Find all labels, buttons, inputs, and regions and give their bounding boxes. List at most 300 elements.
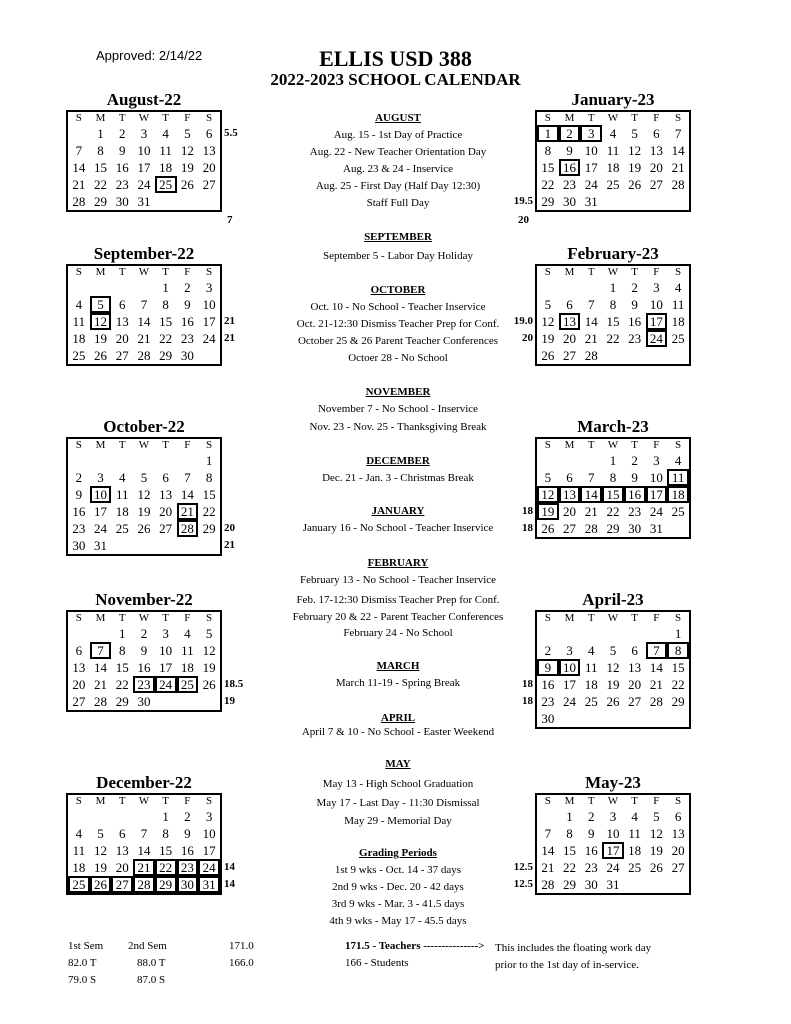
day-cell: 11 [159,143,172,158]
day-cell: 30 [628,521,642,536]
weekday-label: T [587,266,595,278]
day-cell: 21 [584,504,598,519]
day-cell: 25 [628,860,642,875]
day-cell: 7 [674,126,682,141]
weekday-label: M [95,612,106,624]
event-heading: DECEMBER [366,455,430,467]
weekday-label: S [544,795,551,807]
day-cell: 16 [72,504,86,519]
day-cell: 29 [115,694,129,709]
week-count: 18 [522,505,533,517]
day-cell: 14 [137,843,151,858]
weekday-label: W [138,112,150,124]
day-cell: 23 [180,331,194,346]
weekday-label: T [162,112,170,124]
day-cell: 30 [72,538,86,553]
event-item: Staff Full Day [366,197,430,209]
day-cell: 11 [667,469,689,486]
day-cell: 1 [566,809,573,824]
weekday-label: T [162,439,170,451]
week-count: 20 [522,332,533,344]
day-cell: 12 [537,486,559,503]
floating-day-note: This includes the floating work day prior to the 1st day of in-service. [495,942,652,971]
weekday-label: S [206,266,213,278]
weekday-label: T [118,795,126,807]
day-cell: 16 [628,314,642,329]
day-cell: 18 [606,160,620,175]
week-count: 19.5 [513,195,533,207]
day-cell: 28 [649,694,663,709]
day-cell: 13 [628,660,642,675]
day-cell: 18 [115,504,129,519]
weekday-label: M [95,266,106,278]
day-cell: 4 [162,126,169,141]
week-count: 21 [224,332,235,344]
day-cell: 11 [115,487,129,502]
month-title-aug: August-22 [106,90,182,109]
event-item: Oct. 10 - No School - Teacher Inservice [310,301,486,313]
day-cell: 26 [628,177,642,192]
day-cell: 29 [606,521,620,536]
day-cell: 14 [584,314,598,329]
calendar-apr [535,610,691,729]
event-item: February 20 & 22 - Parent Teacher Conferences [292,611,504,623]
day-cell: 10 [90,486,112,503]
day-cell: 8 [544,143,552,158]
calendar-mar [535,437,691,539]
day-cell: 21 [177,503,199,520]
day-cell: 9 [566,143,573,158]
weekday-label: F [184,112,191,124]
day-cell: 29 [563,877,577,892]
sem1-student-days: 79.0 S [68,974,97,986]
day-cell: 5 [97,826,104,841]
weekday-label: W [607,439,619,451]
weekday-label: W [138,612,150,624]
day-cell: 1 [609,280,617,295]
day-cell: 15 [602,486,624,503]
day-cell: 21 [584,331,598,346]
day-cell: 26 [90,876,112,893]
day-cell: 13 [649,143,663,158]
day-cell: 25 [155,176,177,193]
weekday-label: S [675,795,682,807]
day-cell: 28 [133,876,155,893]
day-cell: 23 [72,521,86,536]
day-cell: 5 [205,626,213,641]
day-cell: 10 [584,143,598,158]
day-cell: 13 [115,314,129,329]
event-heading: AUGUST [375,112,421,124]
day-cell: 24 [563,694,577,709]
day-cell: 15 [671,660,685,675]
day-cell: 18 [671,314,685,329]
weekday-label: S [75,612,82,624]
day-cell: 8 [205,470,213,485]
day-cell: 27 [628,694,642,709]
weekday-label: T [631,612,639,624]
day-cell: 25 [72,348,86,363]
weekday-label: F [653,795,660,807]
day-cell: 13 [72,660,86,675]
weekday-label: S [675,112,682,124]
calendar-feb [535,264,691,366]
calendar-dec [66,793,222,895]
day-cell: 6 [119,297,126,312]
day-cell: 19 [137,504,151,519]
day-cell: 22 [202,504,216,519]
weekday-label: T [587,795,595,807]
day-cell: 23 [628,331,642,346]
day-cell: 20 [563,331,577,346]
day-cell: 31 [137,194,151,209]
week-count: 19.0 [513,315,533,327]
event-item: November 7 - No School - Inservice [317,403,479,415]
day-cell: 25 [115,521,129,536]
weekday-label: T [631,112,639,124]
day-cell: 17 [584,160,598,175]
day-cell: 5 [631,126,638,141]
day-cell: 18 [72,860,86,875]
day-cell: 22 [115,677,129,692]
day-cell: 26 [202,677,216,692]
week-count: 19 [224,695,235,707]
day-cell: 19 [541,331,555,346]
day-cell: 17 [646,486,668,503]
event-heading: FEBRUARY [367,557,429,569]
day-cell: 26 [180,177,194,192]
month-title-feb: February-23 [567,244,659,263]
day-cell: 20 [115,331,129,346]
day-cell: 23 [563,177,577,192]
event-heading: NOVEMBER [365,386,431,398]
day-cell: 17 [602,842,624,859]
weekday-label: S [544,612,551,624]
day-cell: 12 [94,843,108,858]
teachers-total: 171.5 - Teachers ---------------> [345,940,485,952]
event-heading: Grading Periods [359,847,437,859]
day-cell: 14 [671,143,685,158]
day-cell: 5 [90,296,112,313]
approval-date: Approved: 2/14/22 [96,48,203,63]
weekday-label: T [587,112,595,124]
day-cell: 2 [140,626,148,641]
week-count: 18 [522,678,533,690]
sem1-label: 1st Sem [68,940,104,952]
event-item: March 11-19 - Spring Break [335,677,461,689]
day-cell: 2 [544,643,552,658]
event-item: Nov. 23 - Nov. 25 - Thanksgiving Break [309,421,487,433]
day-cell: 21 [671,160,685,175]
day-cell: 30 [177,876,199,893]
day-cell: 4 [184,626,191,641]
day-cell: 16 [559,159,581,176]
day-cell: 24 [646,330,668,347]
weekday-label: T [162,266,170,278]
day-cell: 17 [94,504,108,519]
day-cell: 3 [653,280,660,295]
day-cell: 13 [671,826,685,841]
event-item: Aug. 23 & 24 - Inservice [343,163,453,175]
weekday-label: T [118,439,126,451]
day-cell: 12 [202,643,216,658]
weekday-label: T [631,795,639,807]
day-cell: 17 [563,677,577,692]
day-cell: 23 [177,859,199,876]
calendar-jan [535,110,691,212]
day-cell: 5 [140,470,148,485]
day-cell: 31 [649,521,663,536]
weekday-label: W [138,795,150,807]
day-cell: 13 [159,487,173,502]
weekday-label: S [675,612,682,624]
day-cell: 25 [68,876,90,893]
day-cell: 2 [184,809,191,824]
day-cell: 1 [119,626,126,641]
weekday-label: S [544,266,551,278]
day-cell: 17 [646,313,668,330]
day-cell: 13 [115,843,129,858]
weekday-label: S [675,439,682,451]
day-cell: 13 [559,486,581,503]
day-cell: 4 [674,280,682,295]
day-cell: 18 [667,486,689,503]
day-cell: 5 [184,126,191,141]
day-cell: 29 [541,194,555,209]
day-cell: 4 [631,809,638,824]
day-cell: 24 [202,331,216,346]
day-cell: 2 [588,809,595,824]
day-cell: 10 [649,297,663,312]
day-cell: 11 [72,314,86,329]
weekday-label: T [587,612,595,624]
month-title-jan: January-23 [571,90,655,109]
calendar-sep [66,264,222,366]
day-cell: 4 [119,470,126,485]
month-title-nov: November-22 [95,590,193,609]
day-cell: 15 [115,660,129,675]
day-cell: 21 [94,677,108,692]
day-cell: 4 [609,126,617,141]
event-item: May 29 - Memorial Day [344,815,452,827]
day-cell: 20 [671,843,685,858]
day-cell: 20 [72,677,86,692]
week-count: 20 [224,522,235,534]
day-cell: 17 [202,843,216,858]
week-count: 18 [522,695,533,707]
day-cell: 6 [653,126,660,141]
event-heading: JANUARY [371,505,425,517]
day-cell: 2 [119,126,126,141]
event-item: May 13 - High School Graduation [322,778,474,790]
sem2-teacher-days: 88.0 T [137,957,166,969]
day-cell: 25 [671,331,685,346]
day-cell: 20 [159,504,173,519]
weekday-label: T [118,266,126,278]
weekday-label: W [607,612,619,624]
day-cell: 6 [674,809,682,824]
weekday-label: M [564,439,575,451]
weekday-label: S [544,112,551,124]
event-item: 4th 9 wks - May 17 - 45.5 days [329,915,467,927]
day-cell: 26 [94,348,108,363]
event-item: Aug. 25 - First Day (Half Day 12:30) [315,180,481,192]
day-cell: 18 [584,677,598,692]
day-cell: 8 [97,143,104,158]
day-cell: 9 [588,826,595,841]
day-cell: 6 [566,297,573,312]
event-heading: OCTOBER [370,284,426,296]
day-cell: 29 [202,521,216,536]
month-title-apr: April-23 [582,590,644,609]
day-cell: 21 [541,860,555,875]
total-student-days: 166.0 [229,957,254,969]
day-cell: 24 [649,504,663,519]
day-cell: 6 [75,643,83,658]
day-cell: 7 [90,642,112,659]
day-cell: 12 [90,313,112,330]
week-count: 5.5 [224,127,238,139]
day-cell: 12 [606,660,620,675]
day-cell: 30 [180,348,194,363]
day-cell: 20 [202,160,216,175]
day-cell: 1 [609,453,617,468]
day-cell: 10 [159,643,173,658]
day-cell: 6 [119,826,126,841]
weekday-label: S [206,112,213,124]
event-heading: MAY [385,758,411,770]
day-cell: 29 [155,876,177,893]
weekday-label: M [564,112,575,124]
day-cell: 13 [202,143,216,158]
day-cell: 20 [628,677,642,692]
day-cell: 30 [541,711,555,726]
day-cell: 20 [115,860,129,875]
day-cell: 10 [202,297,216,312]
day-cell: 7 [75,143,83,158]
weekday-label: W [138,439,150,451]
event-item: April 7 & 10 - No School - Easter Weekend [301,726,495,738]
weekday-label: F [184,439,191,451]
day-cell: 17 [159,660,173,675]
day-cell: 18 [180,660,194,675]
day-cell: 12 [137,487,151,502]
day-cell: 8 [667,642,689,659]
day-cell: 29 [159,348,173,363]
day-cell: 28 [584,348,598,363]
weekday-label: F [653,112,660,124]
day-cell: 21 [649,677,663,692]
day-cell: 29 [671,694,685,709]
weekday-label: F [653,266,660,278]
event-item: 2nd 9 wks - Dec. 20 - 42 days [332,881,464,893]
day-cell: 25 [671,504,685,519]
day-cell: 2 [559,125,581,142]
weekday-label: T [587,439,595,451]
day-cell: 16 [541,677,555,692]
day-cell: 7 [140,297,148,312]
day-cell: 27 [111,876,133,893]
day-cell: 27 [671,860,685,875]
calendar-aug [66,110,222,212]
weekday-label: S [75,266,82,278]
day-cell: 15 [94,160,108,175]
weekday-label: T [162,795,170,807]
day-cell: 25 [177,676,199,693]
day-cell: 30 [115,194,129,209]
day-cell: 26 [541,521,555,536]
day-cell: 14 [94,660,108,675]
day-cell: 18 [159,160,173,175]
day-cell: 5 [609,643,617,658]
day-cell: 31 [94,538,108,553]
day-cell: 28 [541,877,555,892]
day-cell: 16 [180,843,194,858]
day-cell: 1 [97,126,104,141]
day-cell: 27 [159,521,173,536]
event-heading: APRIL [380,712,416,724]
day-cell: 30 [563,194,577,209]
day-cell: 14 [180,487,194,502]
day-cell: 19 [94,860,108,875]
day-cell: 22 [606,504,620,519]
day-cell: 4 [75,826,83,841]
day-cell: 3 [205,280,213,295]
day-cell: 1 [205,453,213,468]
day-cell: 16 [584,843,598,858]
month-title-dec: December-22 [96,773,192,792]
day-cell: 28 [137,348,151,363]
event-item: February 24 - No School [343,627,453,639]
day-cell: 13 [559,313,581,330]
day-cell: 19 [180,160,194,175]
weekday-label: M [95,439,106,451]
day-cell: 11 [628,826,641,841]
weekday-label: T [631,266,639,278]
day-cell: 14 [72,160,86,175]
weekday-label: F [653,439,660,451]
weekday-label: S [206,439,213,451]
day-cell: 27 [115,348,129,363]
event-item: October 25 & 26 Parent Teacher Conferences [297,335,498,347]
day-cell: 15 [159,843,173,858]
sem2-label: 2nd Sem [128,940,167,952]
day-cell: 1 [674,626,682,641]
weekday-label: T [118,112,126,124]
day-cell: 23 [115,177,129,192]
weekday-label: M [564,266,575,278]
day-cell: 14 [649,660,663,675]
day-cell: 28 [94,694,108,709]
day-cell: 8 [609,297,617,312]
day-cell: 11 [72,843,86,858]
day-cell: 7 [588,470,595,485]
day-cell: 3 [580,125,602,142]
day-cell: 3 [97,470,104,485]
day-cell: 17 [202,314,216,329]
day-cell: 15 [159,314,173,329]
day-cell: 11 [606,143,620,158]
weekday-label: F [653,612,660,624]
day-cell: 5 [653,809,660,824]
day-cell: 31 [606,877,620,892]
month-title-mar: March-23 [577,417,649,436]
week-count: 18 [522,522,533,534]
day-cell: 30 [584,877,598,892]
day-cell: 11 [671,297,685,312]
day-cell: 24 [198,859,220,876]
day-cell: 2 [184,280,191,295]
